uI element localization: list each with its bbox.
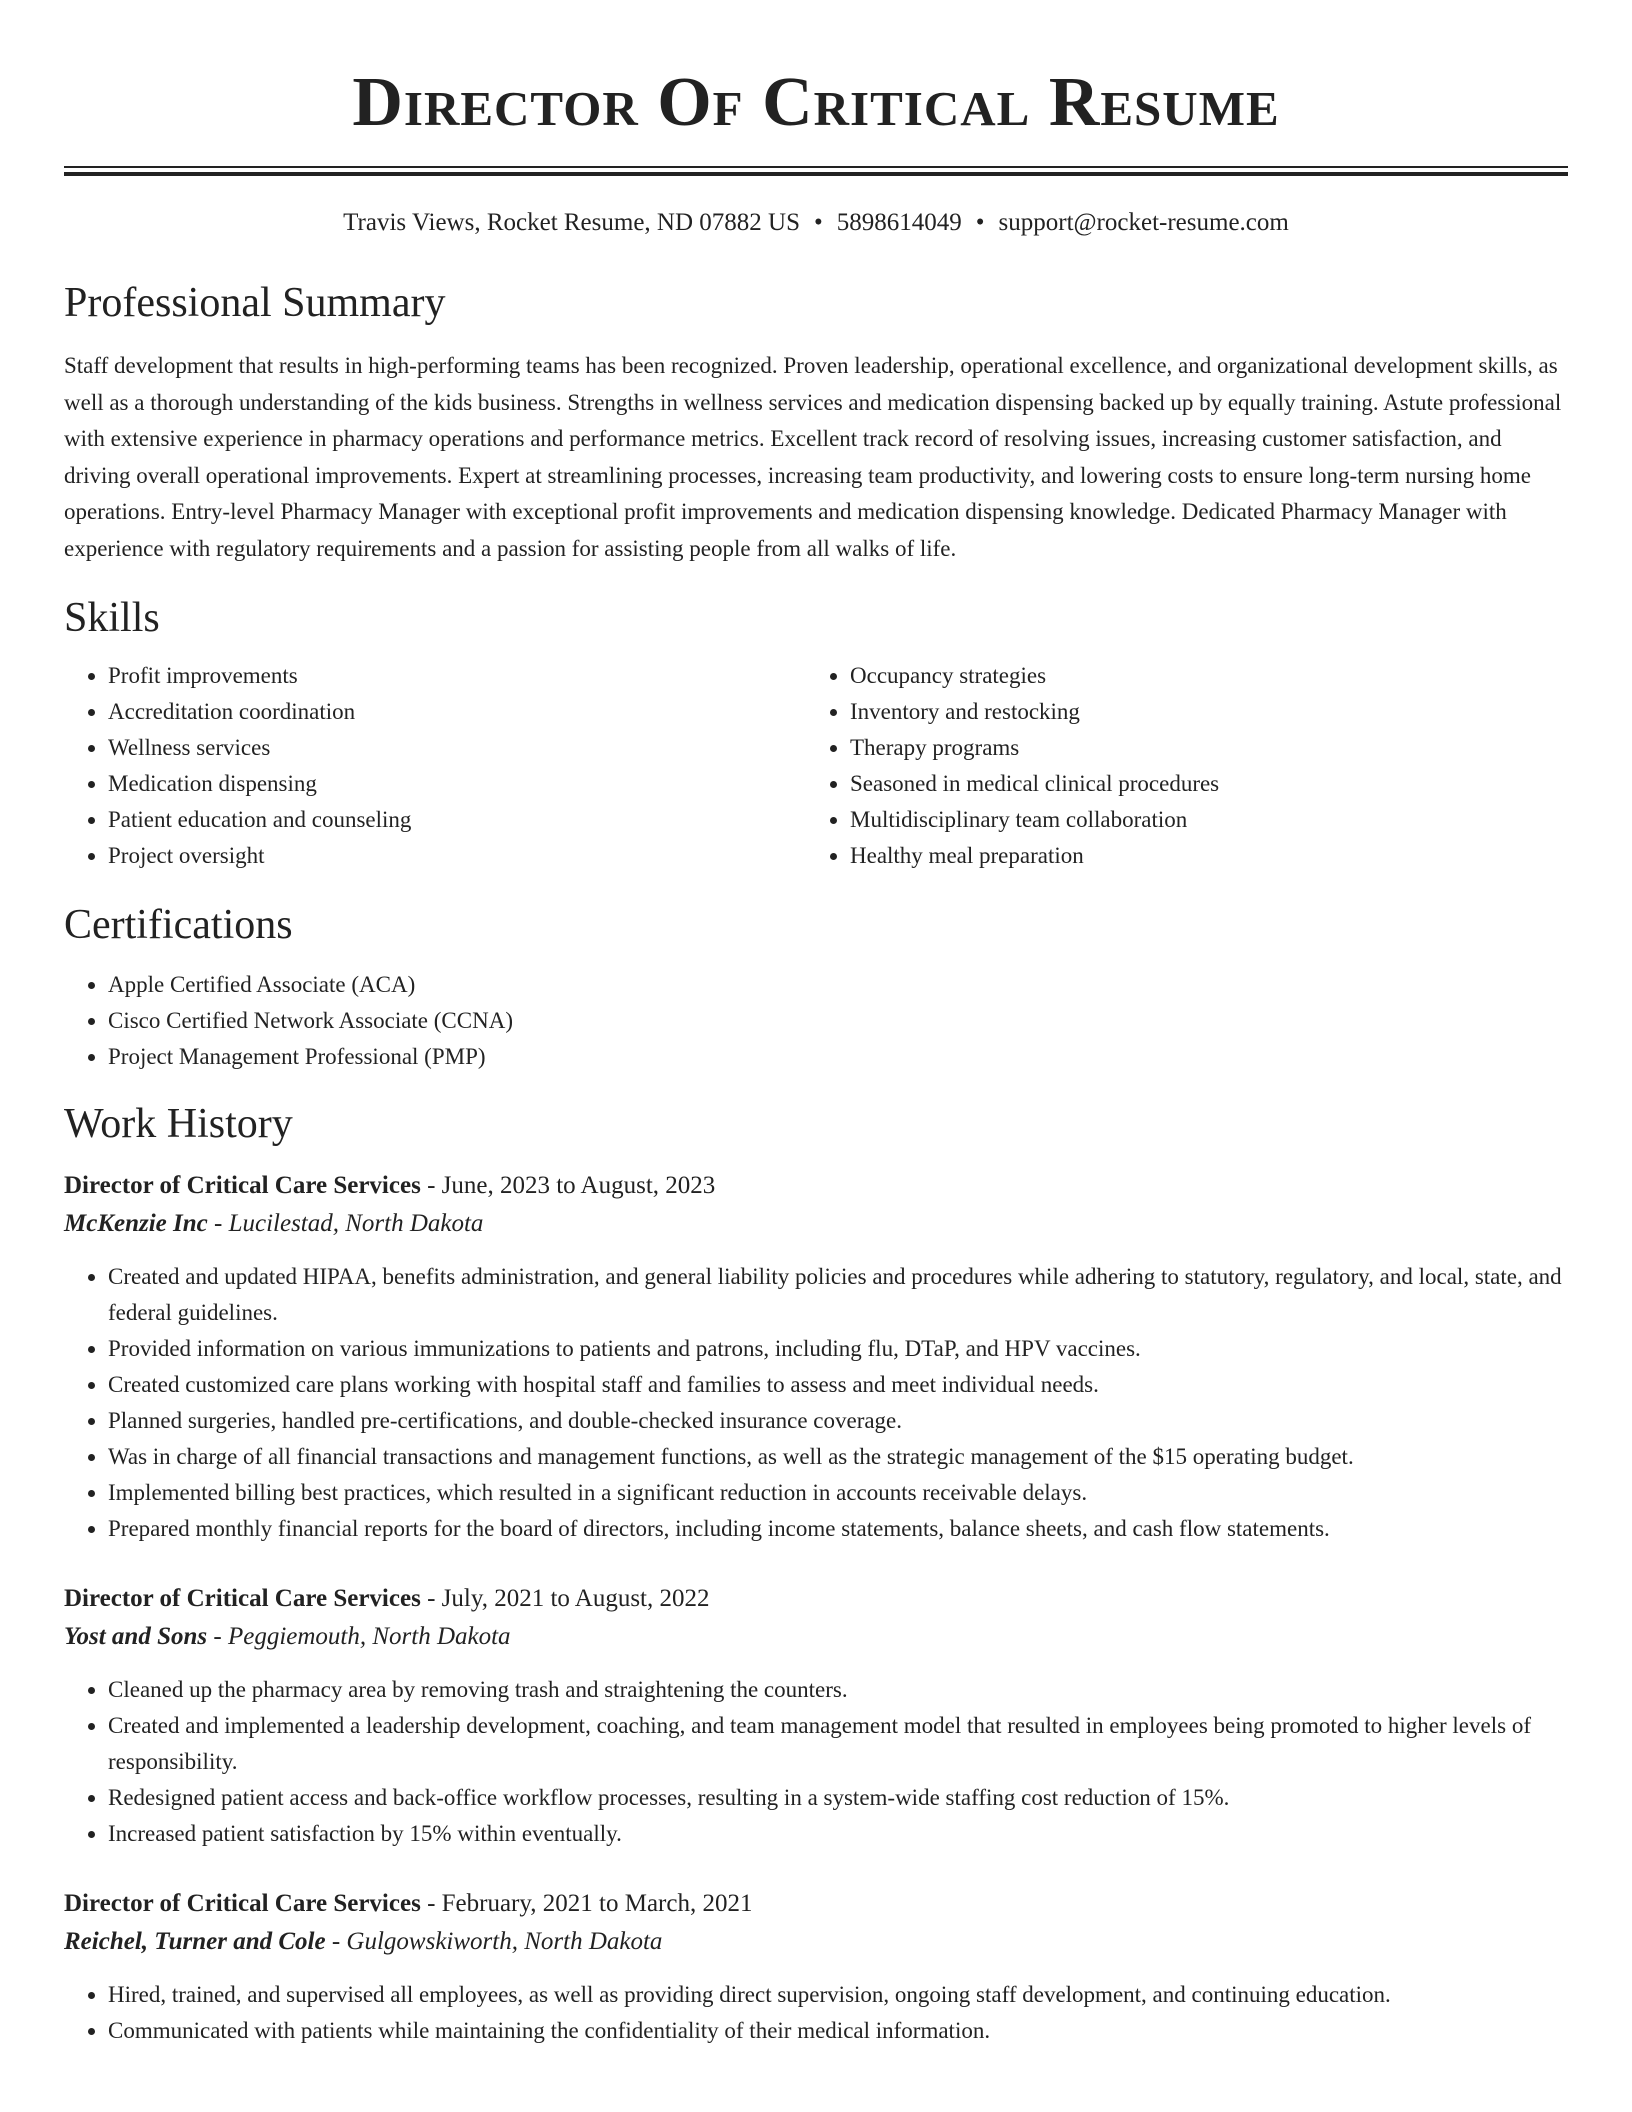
skill-item: • Accreditation coordination: [108, 694, 806, 730]
job-duty: • Created and implemented a leadership development, coaching, and team management model that resulted in employees being promoted to higher levels of responsibility.: [108, 1708, 1568, 1780]
job-location: Lucilestad, North Dakota: [228, 1210, 484, 1237]
contact-line: [64, 208, 1568, 238]
skill-item: • Project oversight: [108, 838, 806, 874]
job-duty: • Prepared monthly financial reports for the board of directors, including income statements, balance sheets, and cash flow statements.: [108, 1511, 1568, 1547]
job-company-line: Reichel, Turner and Cole - Gulgowskiworth, North Dakota: [64, 1928, 663, 1955]
job-location: Peggiemouth, North Dakota: [227, 1623, 511, 1650]
work-history-heading: Work History: [64, 1101, 293, 1147]
job-company: Reichel, Turner and Cole: [64, 1928, 326, 1955]
job-duties-list: [64, 1672, 1568, 1852]
summary-text: Staff development that results in high-performing teams has been recognized. Proven leadership, operational excellence, and organizational development skills, as well as a thorough understanding of the kids business. Strengths in wellness services and medication dispensing backed up by equally training. Astute professional with extensive experience in pharmacy operations and performance metrics. Excellent track record of resolving issues, increasing customer satisfaction, and driving overall operational improvements. Expert at streamlining processes, increasing team productivity, and lowering costs to ensure long-term nursing home operations. Entry-level Pharmacy Manager with exceptional profit improvements and medication dispensing knowledge. Dedicated Pharmacy Manager with experience with regulatory requirements and a passion for assisting people from all walks of life.: [64, 353, 1562, 561]
job-duty: • Provided information on various immunizations to patients and patrons, including flu, DTaP, and HPV vaccines.: [108, 1331, 1568, 1367]
certifications-list: [64, 967, 1568, 1075]
resume-title: Director Of Critical Resume: [352, 64, 1280, 141]
job-entry: [64, 1167, 1568, 1547]
skill-item: • Multidisciplinary team collaboration: [850, 802, 1548, 838]
contact-separator: •: [814, 209, 823, 236]
job-duty: • Created and updated HIPAA, benefits administration, and general liability policies and procedures while adhering to statutory, regulatory, and local, state, and federal guidelines.: [108, 1259, 1568, 1331]
summary-heading: Professional Summary: [64, 280, 446, 326]
resume-page: [64, 0, 1568, 2049]
job-duty: • Increased patient satisfaction by 15% within eventually.: [108, 1816, 1568, 1852]
job-company-line: McKenzie Inc - Lucilestad, North Dakota: [64, 1210, 484, 1237]
certification-item: • Cisco Certified Network Associate (CCNA): [108, 1003, 1568, 1039]
job-duty: • Was in charge of all financial transactions and management functions, as well as the strategic management of the $15 operating budget.: [108, 1439, 1568, 1475]
job-title: Director of Critical Care Services: [64, 1890, 421, 1917]
skill-item: • Healthy meal preparation: [850, 838, 1548, 874]
job-location: Gulgowskiworth, North Dakota: [346, 1928, 663, 1955]
skills-grid: [64, 658, 1568, 874]
contact-phone: 5898614049: [836, 209, 962, 236]
skill-item: • Occupancy strategies: [850, 658, 1548, 694]
skill-item: • Therapy programs: [850, 730, 1548, 766]
job-title-line: Director of Critical Care Services - July, 2021 to August, 2022: [64, 1585, 710, 1612]
job-company: McKenzie Inc: [64, 1210, 208, 1237]
certification-item: • Apple Certified Associate (ACA): [108, 967, 1568, 1003]
skill-item: • Profit improvements: [108, 658, 806, 694]
job-dates: July, 2021 to August, 2022: [441, 1585, 710, 1612]
job-dates: June, 2023 to August, 2023: [441, 1172, 716, 1199]
job-duty: • Redesigned patient access and back-office workflow processes, resulting in a system-wide staffing cost reduction of 15%.: [108, 1780, 1568, 1816]
skills-column-right: [806, 658, 1548, 874]
job-title-line: Director of Critical Care Services - February, 2021 to March, 2021: [64, 1890, 753, 1917]
job-entry: [64, 1885, 1568, 2049]
job-company: Yost and Sons: [64, 1623, 208, 1650]
title-divider: [64, 166, 1568, 176]
job-entry: [64, 1580, 1568, 1852]
certification-item: • Project Management Professional (PMP): [108, 1039, 1568, 1075]
skills-heading: Skills: [64, 595, 160, 641]
skill-item: • Patient education and counseling: [108, 802, 806, 838]
job-dates: February, 2021 to March, 2021: [441, 1890, 753, 1917]
skills-column-left: [64, 658, 806, 874]
skill-item: • Seasoned in medical clinical procedures: [850, 766, 1548, 802]
job-duty: • Created customized care plans working with hospital staff and families to assess and meet individual needs.: [108, 1367, 1568, 1403]
job-title: Director of Critical Care Services: [64, 1172, 421, 1199]
skill-item: • Medication dispensing: [108, 766, 806, 802]
skill-item: • Wellness services: [108, 730, 806, 766]
job-duty: • Cleaned up the pharmacy area by removing trash and straightening the counters.: [108, 1672, 1568, 1708]
skill-item: • Inventory and restocking: [850, 694, 1548, 730]
job-company-line: Yost and Sons - Peggiemouth, North Dakota: [64, 1623, 511, 1650]
contact-separator: •: [975, 209, 985, 236]
certifications-heading: Certifications: [64, 902, 293, 948]
job-title: Director of Critical Care Services: [64, 1585, 421, 1612]
job-duty: • Implemented billing best practices, which resulted in a significant reduction in accounts receivable delays.: [108, 1475, 1568, 1511]
contact-email: support@rocket-resume.com: [998, 209, 1289, 236]
job-duties-list: [64, 1977, 1568, 2049]
job-duty: • Planned surgeries, handled pre-certifications, and double-checked insurance coverage.: [108, 1403, 1568, 1439]
job-title-line: Director of Critical Care Services - June, 2023 to August, 2023: [64, 1172, 716, 1199]
job-duty: • Communicated with patients while maintaining the confidentiality of their medical information.: [108, 2013, 1568, 2049]
job-duties-list: [64, 1259, 1568, 1547]
contact-address: Travis Views, Rocket Resume, ND 07882 US: [343, 209, 800, 236]
job-duty: • Hired, trained, and supervised all employees, as well as providing direct supervision, ongoing staff development, and continuing education.: [108, 1977, 1568, 2013]
